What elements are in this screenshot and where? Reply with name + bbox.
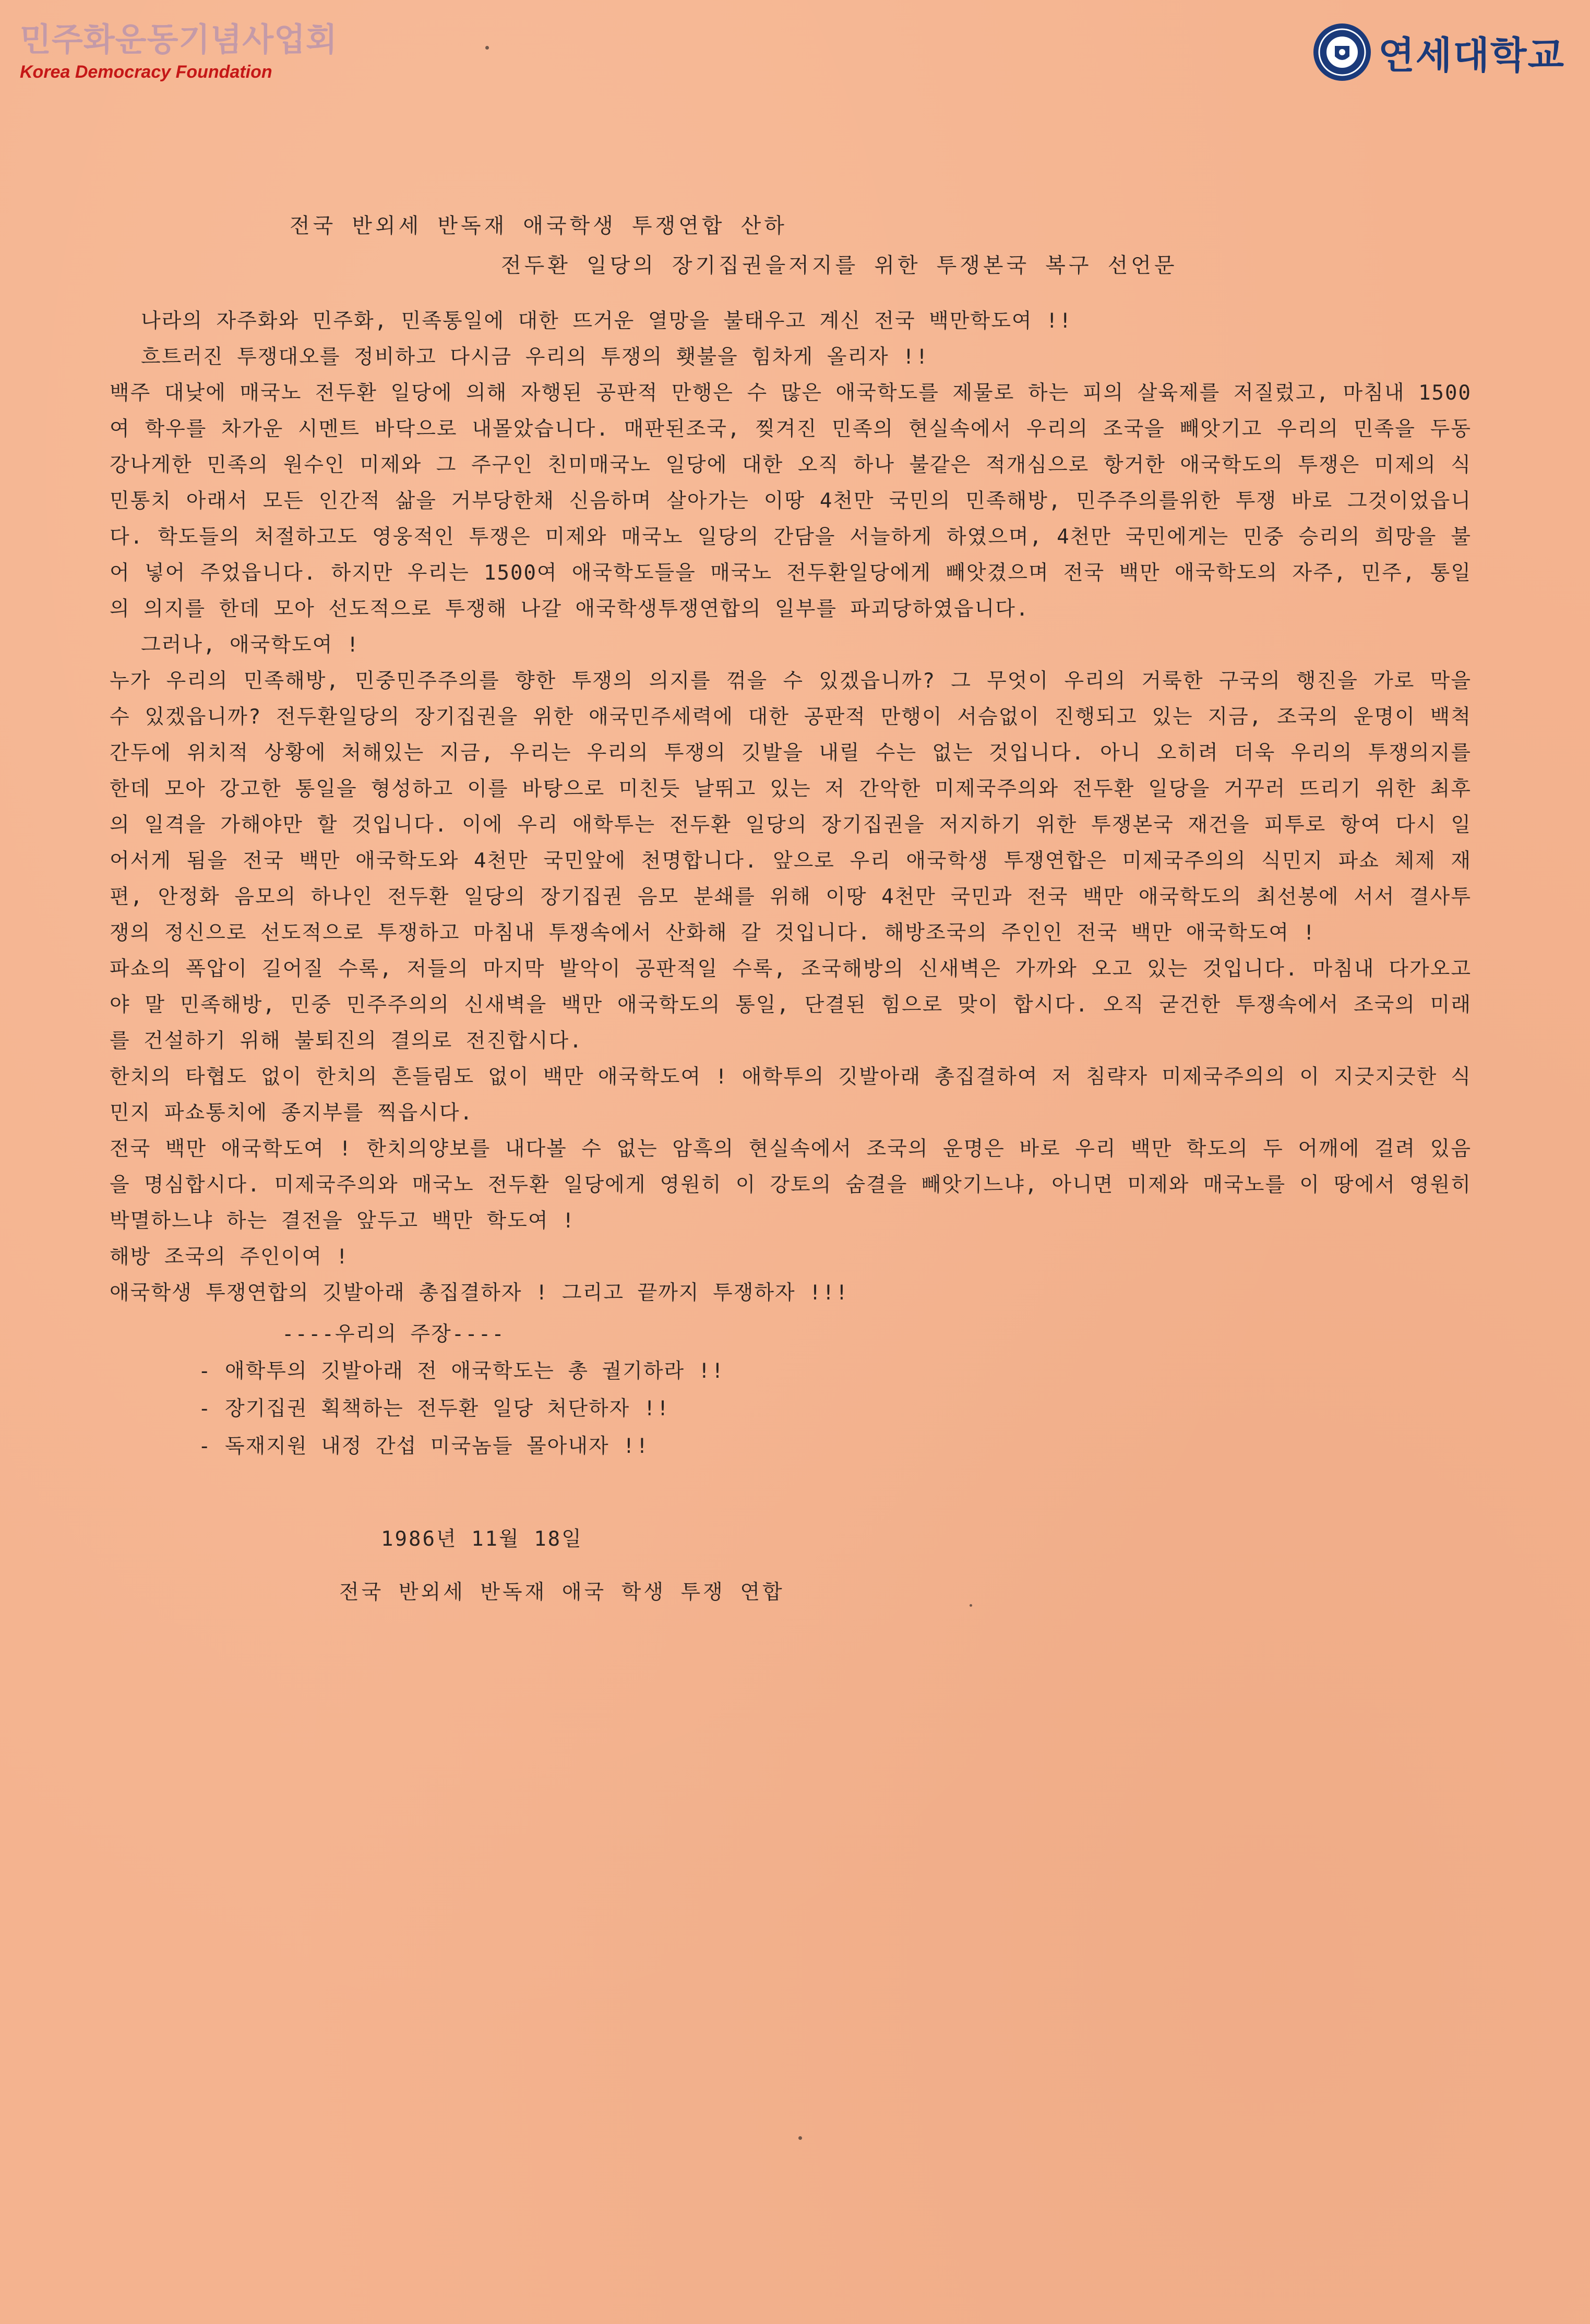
document-title-line-1: 전국 반외세 반독재 애국학생 투쟁연합 산하 xyxy=(290,214,787,238)
paragraph: 흐트러진 투쟁대오를 정비하고 다시금 우리의 투쟁의 횃불을 힘차게 올리자 !! xyxy=(141,345,929,369)
archive-logo xyxy=(20,20,338,82)
paragraph: 애국학생 투쟁연합의 깃발아래 총집결하자 ! 그리고 끝까지 투쟁하자 !!! xyxy=(110,1281,849,1305)
document-signature: 전국 반외세 반독재 애국 학생 투쟁 연합 xyxy=(339,1581,785,1604)
paragraph: 그러나, 애국학도여 ! xyxy=(141,633,360,657)
paragraph: 누가 우리의 민족해방, 민중민주주의를 향한 투쟁의 의지를 꺾을 수 있겠읍니까? 그 무엇이 우리의 거룩한 구국의 행진을 가로 막을 수 있겠읍니까? 전두환일당의 장기집권을 위한 애국민주세력에 대한 공판적 만행이 서슴없이 진행되고 있는 지금, 조국의 운명이 백척간두에 위치적 상황에 처해있는 지금, 우리는 우리의 투쟁의 깃발을 내릴 수는 없는 것입니다. 아니 오히려 더욱 우리의 투쟁의지를 한데 모아 강고한 통일을 형성하고 이를 바탕으로 미친듯 날뛰고 있는 저 간악한 미제국주의와 전두환 일당을 거꾸러 뜨리기 위한 최후의 일격을 가해야만 할 것입니다. 이에 우리 애학투는 전두환 일당의 장기집권을 저지하기 위한 투쟁본국 재건을 피투로 항여 다시 일어서게 됨을 전국 백만 애국학도와 4천만 국민앞에 천명합니다. 앞으로 우리 애국학생 투쟁연합은 미제국주의의 식민지 파쇼 체제 재편, 안정화 음모의 하나인 전두환 일당의 장기집권 음모 분쇄를 위해 이땅 4천만 국민과 전국 백만 애국학도의 최선봉에 서서 결사투쟁의 정신으로 선도적으로 투쟁하고 마침내 투쟁속에서 산화해 갈 것입니다. 해방조국의 주인인 전국 백만 애국학도여 ! xyxy=(110,669,1472,945)
paragraph: 전국 백만 애국학도여 ! 한치의양보를 내다볼 수 없는 암흑의 현실속에서 조국의 운명은 바로 우리 백만 학도의 두 어깨에 걸려 있음을 명심합시다. 미제국주의와 매국노 전두환 일당에게 영원히 이 강토의 숨결을 빼앗기느냐, 아니면 미제와 매국노를 이 땅에서 영원히 박멸하느냐 하는 결전을 앞두고 백만 학도여 ! xyxy=(110,1137,1472,1233)
paragraph: 해방 조국의 주인이여 ! xyxy=(110,1245,349,1269)
document-date: 1986년 11월 18일 xyxy=(381,1527,583,1551)
claims-section xyxy=(110,1316,1472,1465)
claim-item: - 독재지원 내정 간섭 미국놈들 몰아내자 !! xyxy=(198,1435,650,1458)
university-logo xyxy=(1313,23,1565,81)
archive-name: 민주화운동기념사업회 xyxy=(20,20,338,58)
paragraph: 나라의 자주화와 민주화, 민족통일에 대한 뜨거운 열망을 불태우고 계신 전국 백만학도여 !! xyxy=(141,309,1072,333)
manifesto-body xyxy=(110,206,1472,1605)
paragraph: 백주 대낮에 매국노 전두환 일당에 의해 자행된 공판적 만행은 수 많은 애국학도를 제물로 하는 피의 살육제를 저질렀고, 마침내 1500여 학우를 차가운 시멘트 바닥으로 내몰았습니다. 매판된조국, 찢겨진 민족의 현실속에서 우리의 조국을 빼앗기고 우리의 민족을 두동강나게한 민족의 원수인 미제와 그 주구인 친미매국노 일당에 대한 오직 하나 불같은 적개심으로 항거한 애국학도의 투쟁은 미제의 식민통치 아래서 모든 인간적 삶을 거부당한채 신음하며 살아가는 이땅 4천만 국민의 민족해방, 민주주의를위한 투쟁 바로 그것이었읍니다. 학도들의 처절하고도 영웅적인 투쟁은 미제와 매국노 일당의 간담을 서늘하게 하였으며, 4천만 국민에게는 민중 승리의 희망을 불어 넣어 주었읍니다. 하지만 우리는 1500여 애국학도들을 매국노 전두환일당에게 빼앗겼으며 전국 백만 애국학도의 자주, 민주, 통일의 의지를 한데 모아 선도적으로 투쟁해 나갈 애국학생투쟁연합의 일부를 파괴당하였읍니다. xyxy=(110,381,1472,621)
archive-name-english: Korea Democracy Foundation xyxy=(20,62,272,82)
university-seal-icon xyxy=(1313,23,1371,81)
claim-item: - 장기집권 획책하는 전두환 일당 처단하자 !! xyxy=(198,1397,670,1420)
ink-speck xyxy=(485,46,489,50)
ink-speck xyxy=(798,2136,802,2140)
ink-speck xyxy=(970,1604,972,1607)
paragraph: 파쇼의 폭압이 길어질 수록, 저들의 마지막 발악이 공판적일 수록, 조국해방의 신새벽은 가까와 오고 있는 것입니다. 마침내 다가오고야 말 민족해방, 민중 민주주의의 신새벽을 백만 애국학도의 통일, 단결된 힘으로 맞이 합시다. 오직 굳건한 투쟁속에서 조국의 미래를 건설하기 위해 불퇴진의 결의로 전진합시다. xyxy=(110,957,1472,1053)
document-title-line-2: 전두환 일당의 장기집권을저지를 위한 투쟁본국 복구 선언문 xyxy=(501,254,1178,278)
paragraph: 한치의 타협도 없이 한치의 흔들림도 없이 백만 애국학도여 ! 애학투의 깃발아래 총집결하여 저 침략자 미제국주의의 이 지긋지긋한 식민지 파쇼통치에 종지부를 찍읍시다. xyxy=(110,1065,1472,1125)
university-name: 연세대학교 xyxy=(1378,33,1565,77)
claim-item: - 애학투의 깃발아래 전 애국학도는 총 궐기하라 !! xyxy=(198,1359,725,1383)
claims-heading: ----우리의 주장---- xyxy=(282,1322,505,1346)
